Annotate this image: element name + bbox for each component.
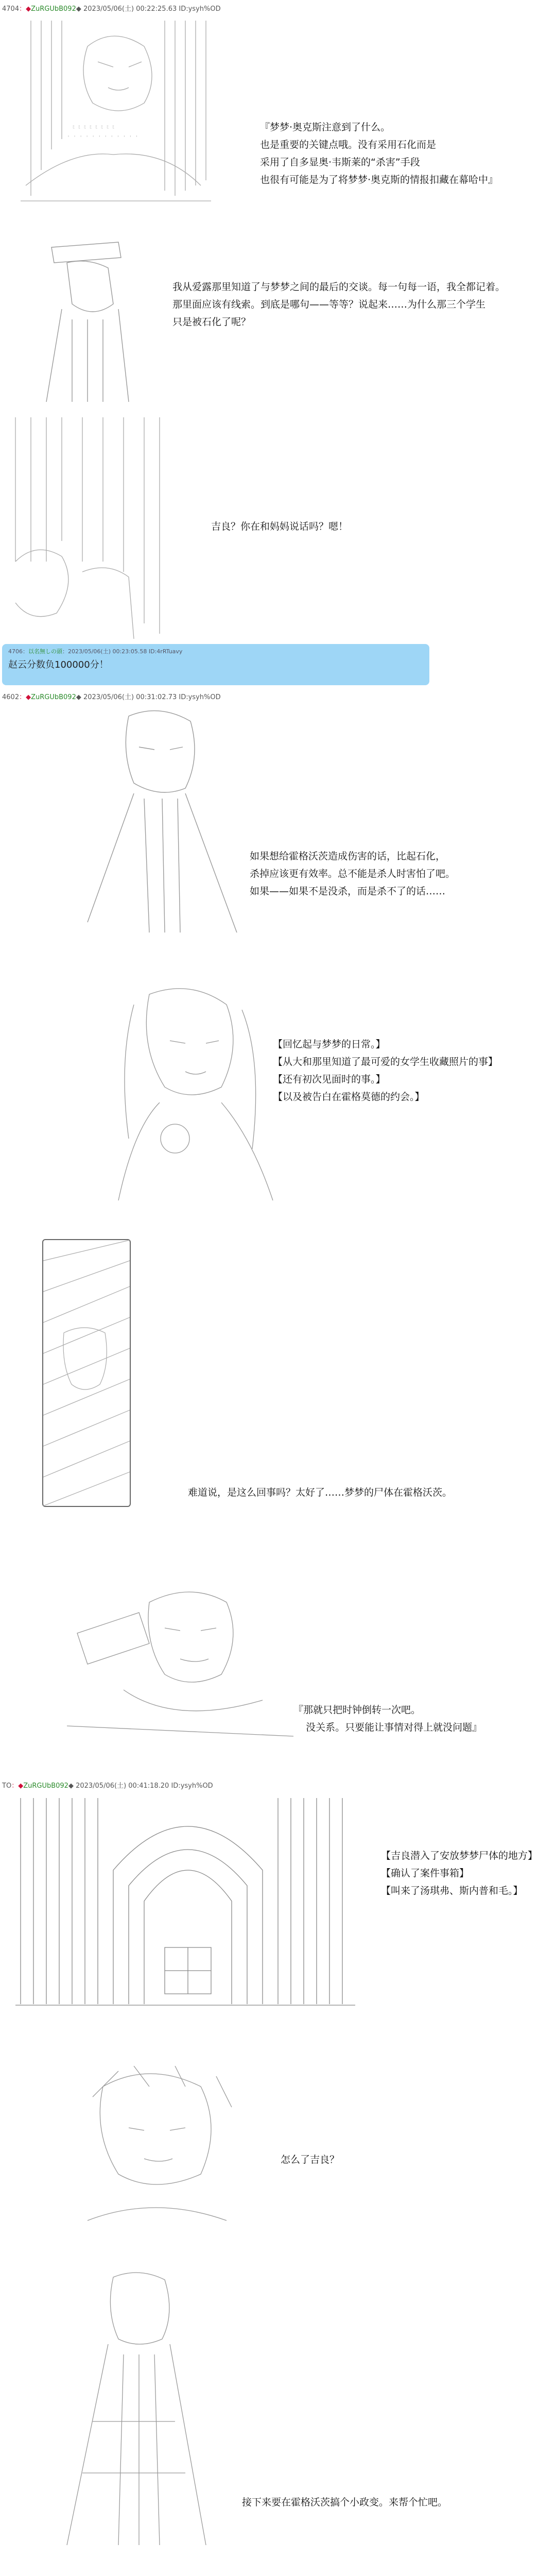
dialogue-line: 接下来要在霍格沃茨搞个小政变。来帮个忙吧。 bbox=[242, 2497, 448, 2508]
reply-post bbox=[2, 644, 429, 685]
ascii-art-cloaked-figure bbox=[57, 2267, 211, 2555]
dialogue-line: 也很有可能是为了将梦梦·奥克斯的情报扣藏在幕哈中』 bbox=[260, 174, 498, 185]
trip-mark: ：◆ bbox=[11, 1782, 24, 1790]
dialogue-block bbox=[281, 2151, 339, 2168]
svg-text:ﾐ ﾐ ﾐ ﾐ ﾐ ﾐ ﾐ ﾐ: ﾐ ﾐ ﾐ ﾐ ﾐ ﾐ ﾐ ﾐ bbox=[72, 125, 115, 130]
memory-block bbox=[273, 1036, 498, 1106]
plan-block bbox=[381, 1847, 537, 1900]
ascii-art-character-head bbox=[72, 2066, 242, 2231]
post-meta: ◆ 2023/05/06(土) 00:22:25.63 ID:ysyh%OD bbox=[76, 5, 221, 13]
memory-line: 【从大和那里知道了最可爱的女学生收藏照片的事】 bbox=[273, 1056, 498, 1067]
dialogue-line: 『梦梦·奥克斯注意到了什么。 bbox=[260, 122, 391, 133]
post-number: 4704 bbox=[2, 5, 20, 13]
post-meta: ◆ 2023/05/06(土) 00:41:18.20 ID:ysyh%OD bbox=[68, 1782, 213, 1790]
ascii-art-figure-gesture bbox=[46, 1571, 314, 1741]
dialogue-line: 如果——如果不是没杀，而是杀不了的话…… bbox=[250, 886, 446, 897]
dialogue-line: 也是重要的关键点哦。没有采用石化而是 bbox=[260, 139, 437, 150]
post-meta: ◆ 2023/05/06(土) 00:31:02.73 ID:ysyh%OD bbox=[76, 693, 221, 701]
dialogue-line: 如果想给霍格沃茨造成伤害的话，比起石化， bbox=[250, 851, 446, 862]
trip-mark: ：◆ bbox=[19, 693, 31, 701]
reply-meta: 4706：以名無しの頭：2023/05/06(土) 00:23:05.58 ID:4rRTuavy bbox=[8, 648, 183, 655]
dialogue-line: 只是被石化了呢？ bbox=[172, 316, 251, 328]
dialogue-line: 我从爱露那里知道了与梦梦之间的最后的交谈。每一句每一语，我全都记着。 bbox=[172, 281, 506, 293]
svg-text:' ' ' ' ' ' ' ' ' ' ' ': ' ' ' ' ' ' ' ' ' ' ' ' bbox=[67, 135, 138, 141]
ascii-art-character-standing bbox=[31, 237, 144, 407]
dialogue-block bbox=[293, 1701, 482, 1736]
memory-line: 【回忆起与梦梦的日常。】 bbox=[273, 1039, 386, 1050]
dialogue-block bbox=[250, 848, 455, 900]
trip-mark: ：◆ bbox=[19, 5, 31, 13]
post-header bbox=[2, 3, 221, 13]
memory-line: 【还有初次见面时的事。】 bbox=[273, 1074, 386, 1085]
plan-line: 【吉良潜入了安放梦梦尸体的地方】 bbox=[381, 1850, 538, 1861]
dialogue-line: 那里面应该有线索。到底是哪句——等等？说起来……为什么那三个学生 bbox=[172, 299, 486, 310]
dialogue-block bbox=[211, 518, 348, 535]
dialogue-line: 采用了自多显奥·韦斯莱的“杀害”手段 bbox=[260, 157, 420, 168]
ascii-art-gothic-hall bbox=[10, 1793, 360, 2009]
ascii-art-diagonal-hatch bbox=[43, 1240, 130, 1506]
ascii-art-two-figures bbox=[5, 407, 175, 644]
poster-name[interactable]: ZuRGUbB092 bbox=[31, 5, 76, 13]
ascii-art-character-shadow bbox=[10, 15, 216, 211]
dialogue-block bbox=[242, 2494, 447, 2511]
dialogue-block bbox=[172, 278, 505, 331]
post-header bbox=[2, 691, 221, 701]
poster-name[interactable]: ZuRGUbB092 bbox=[23, 1782, 68, 1790]
memory-line: 【以及被告白在霍格莫德的约会。】 bbox=[273, 1091, 425, 1103]
dialogue-line: 难道说，是这么回事吗？太好了……梦梦的尸体在霍格沃茨。 bbox=[188, 1487, 453, 1498]
dialogue-line: 杀掉应该更有效率。总不能是杀人时害怕了吧。 bbox=[250, 868, 456, 879]
dialogue-line: 『那就只把时钟倒转一次吧。 bbox=[293, 1704, 421, 1716]
ascii-art-framed-panel bbox=[42, 1239, 131, 1507]
dialogue-line: 没关系。只要能让事情对得上就没问题』 bbox=[293, 1722, 482, 1733]
plan-line: 【叫来了汤琪弗、斯内普和毛。】 bbox=[381, 1885, 523, 1896]
dialogue-block bbox=[188, 1484, 452, 1501]
post-number: TO bbox=[2, 1782, 12, 1790]
reply-message: 赵云分数负100000分！ bbox=[8, 659, 109, 670]
dialogue-block bbox=[260, 118, 498, 189]
ascii-art-robed-figure bbox=[77, 706, 247, 938]
plan-line: 【确认了案件事箱】 bbox=[381, 1868, 470, 1879]
dialogue-line: 吉良？你在和妈妈说话吗？嗯！ bbox=[211, 521, 349, 532]
poster-name[interactable]: ZuRGUbB092 bbox=[31, 693, 76, 701]
post-header bbox=[2, 1780, 213, 1790]
post-number: 4602 bbox=[2, 693, 20, 701]
dialogue-line: 怎么了吉良？ bbox=[281, 2154, 340, 2165]
